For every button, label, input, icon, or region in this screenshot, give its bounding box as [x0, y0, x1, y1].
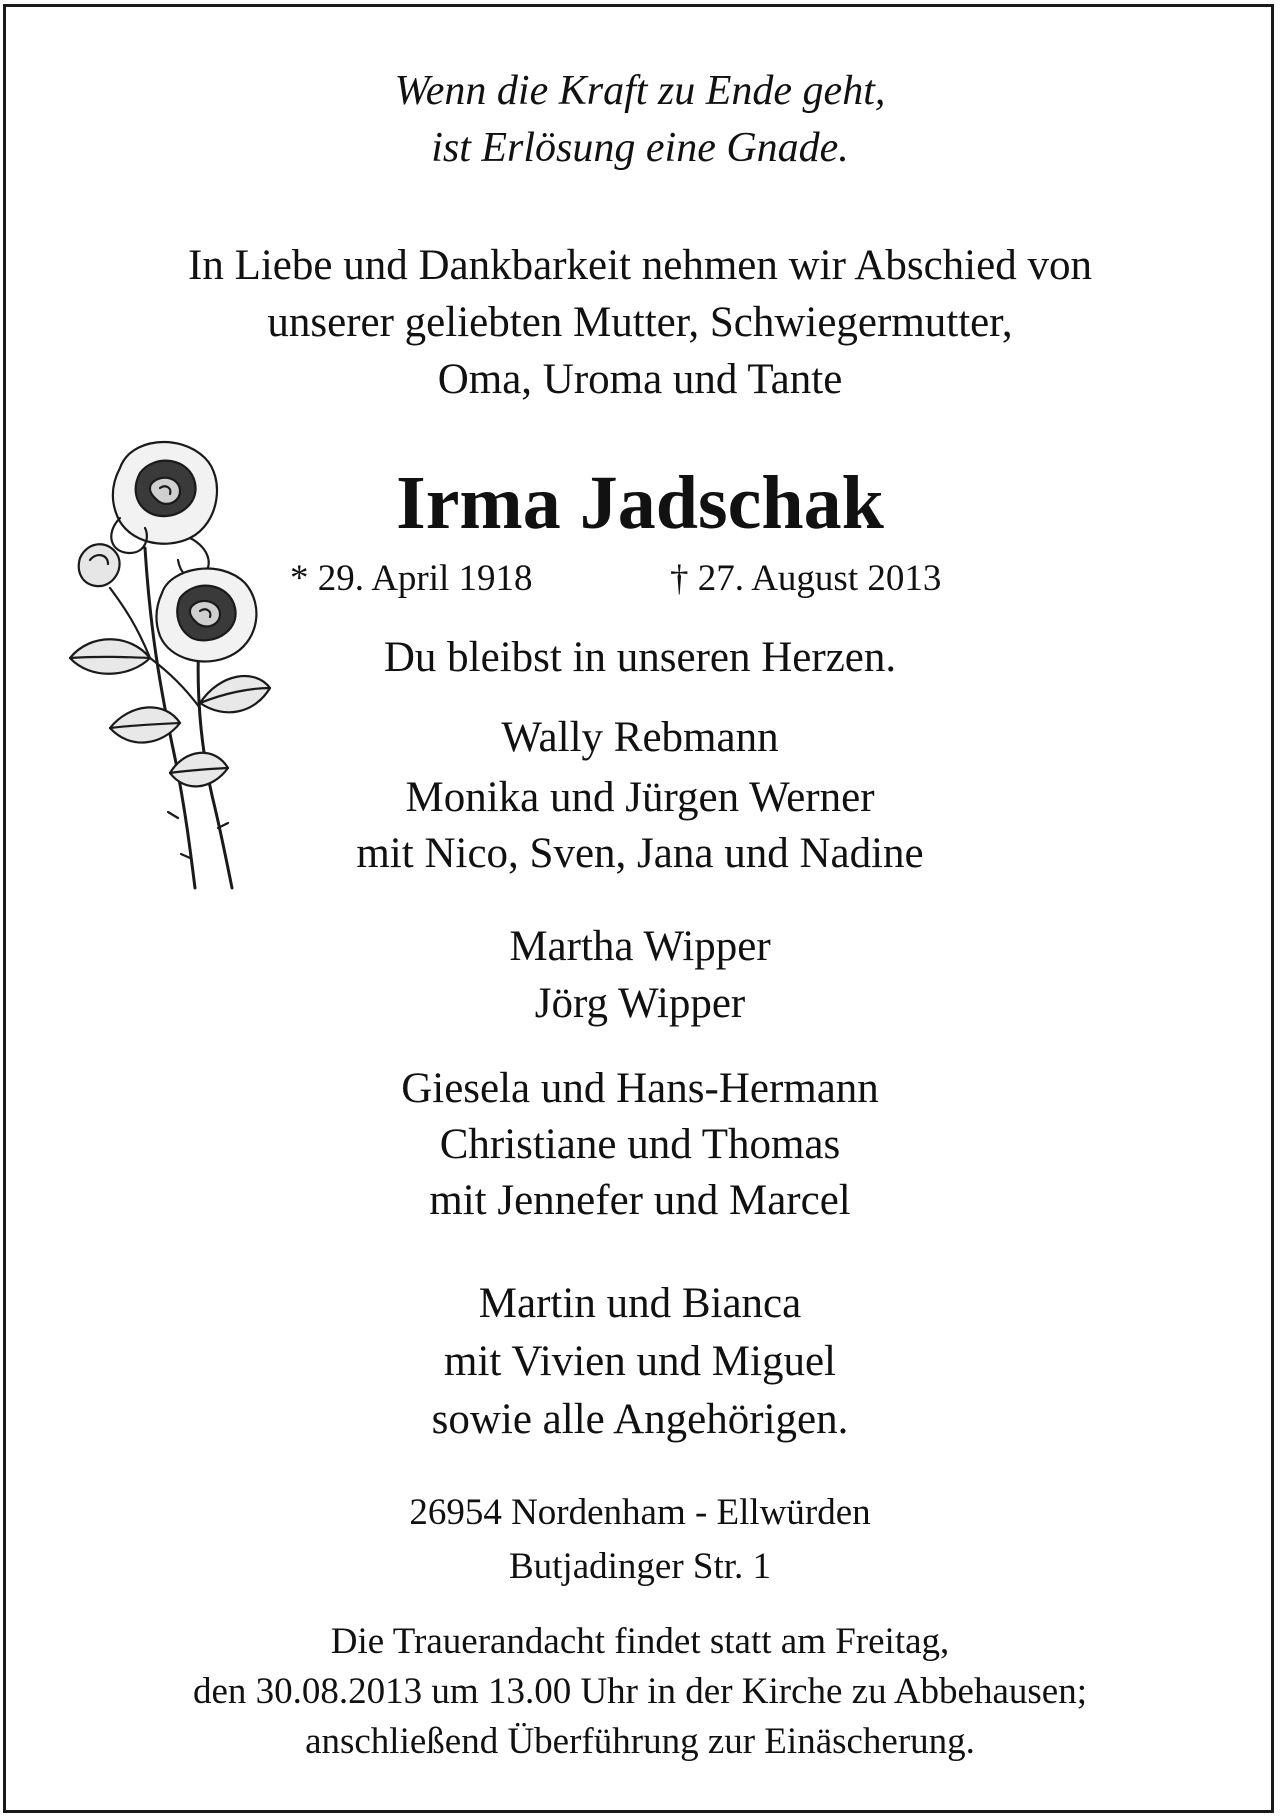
service-line-3: anschließend Überführung zur Einäscherung. — [305, 1721, 975, 1762]
mourner-group-4-line-2: mit Vivien und Miguel — [444, 1338, 836, 1385]
mourner-group-1-line-2: Monika und Jürgen Werner — [405, 774, 875, 821]
intro-line-1: In Liebe und Dankbarkeit nehmen wir Abschied von — [188, 242, 1092, 289]
mourner-group-4-line-3: sowie alle Angehörigen. — [431, 1396, 849, 1443]
mourner-group-4-line-1: Martin und Bianca — [478, 1280, 802, 1327]
mourner-group-2-line-1: Martha Wipper — [509, 923, 771, 970]
service-line-1: Die Trauerandacht findet statt am Freitag, — [330, 1621, 950, 1662]
mourner-group-1-line-1: Wally Rebmann — [501, 714, 779, 761]
intro-line-3: Oma, Uroma und Tante — [437, 356, 843, 403]
service-line-2: den 30.08.2013 um 13.00 Uhr in der Kirche zu Abbehausen; — [193, 1671, 1087, 1712]
address-line-2: Butjadinger Str. 1 — [508, 1546, 772, 1587]
mourner-group-2-line-2: Jörg Wipper — [534, 980, 746, 1027]
mourner-group-1-line-3: mit Nico, Sven, Jana und Nadine — [356, 830, 924, 877]
mourner-group-3-line-3: mit Jennefer und Marcel — [429, 1177, 851, 1224]
address-line-1: 26954 Nordenham - Ellwürden — [409, 1492, 871, 1533]
deceased-name: Irma Jadschak — [396, 461, 884, 545]
motto-line-1: Wenn die Kraft zu Ende geht, — [394, 68, 886, 114]
birth-date: * 29. April 1918 — [290, 558, 533, 599]
death-date: † 27. August 2013 — [670, 558, 942, 599]
mourner-group-3-line-2: Christiane und Thomas — [439, 1121, 841, 1168]
motto-line-2: ist Erlösung eine Gnade. — [431, 125, 849, 171]
intro-line-2: unserer geliebten Mutter, Schwiegermutter, — [267, 299, 1013, 346]
farewell-line: Du bleibst in unseren Herzen. — [383, 634, 897, 681]
life-dates — [0, 560, 1280, 604]
mourner-group-3-line-1: Giesela und Hans-Hermann — [401, 1065, 879, 1112]
